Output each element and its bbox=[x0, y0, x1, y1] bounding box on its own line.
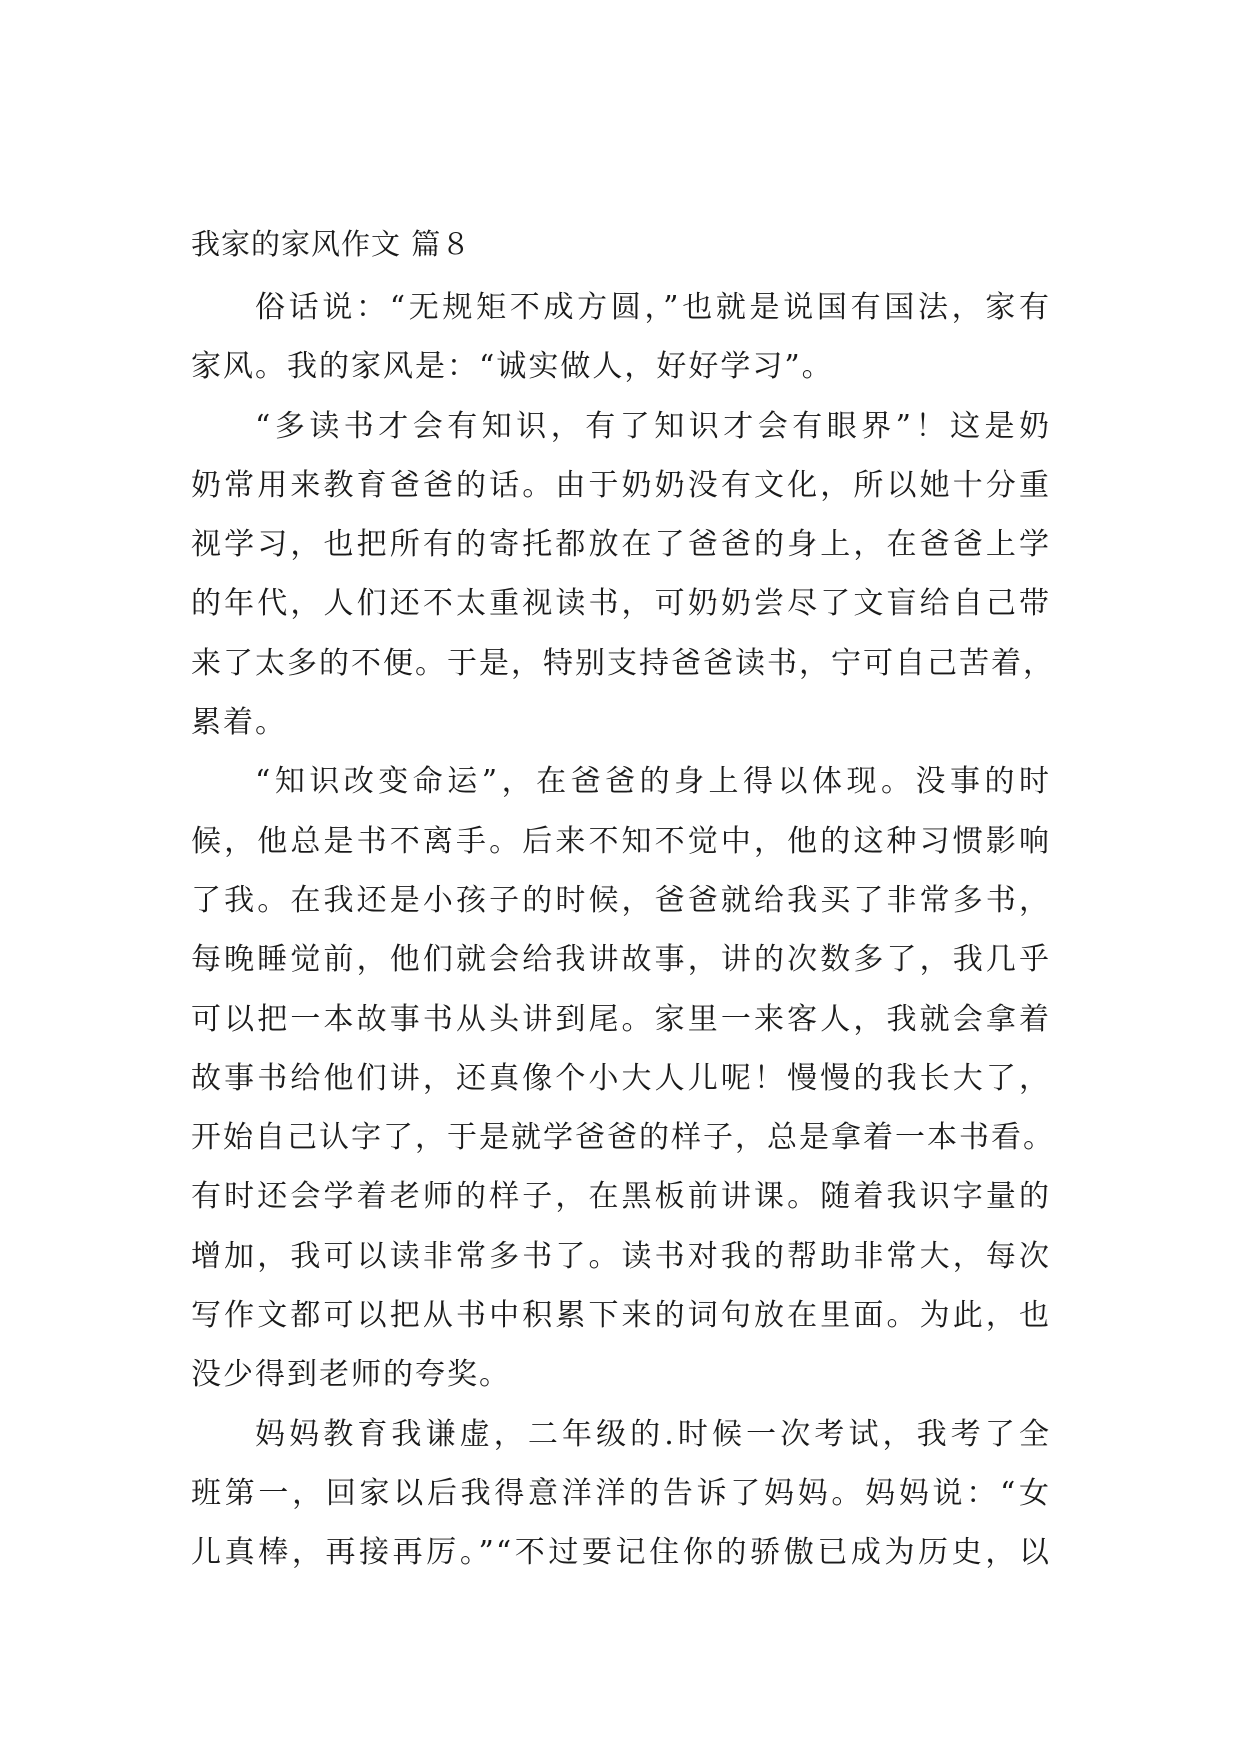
text-line: 写作文都可以把从书中积累下来的词句放在里面。为此，也 bbox=[191, 1298, 1051, 1334]
text-line: 没少得到老师的夸奖。 bbox=[191, 1357, 511, 1393]
text-line: 视学习，也把所有的寄托都放在了爸爸的身上，在爸爸上学 bbox=[191, 527, 1051, 563]
text-line: 的年代，人们还不太重视读书，可奶奶尝尽了文盲给自己带 bbox=[191, 586, 1051, 622]
text-line: 候，他总是书不离手。后来不知不觉中，他的这种习惯影响 bbox=[191, 823, 1051, 859]
text-line: 奶常用来教育爸爸的话。由于奶奶没有文化，所以她十分重 bbox=[191, 467, 1051, 503]
document-title: 我家的家风作文 篇８ bbox=[191, 227, 472, 261]
text-line: 班第一，回家以后我得意洋洋的告诉了妈妈。妈妈说：“女 bbox=[191, 1475, 1051, 1511]
text-line: 增加，我可以读非常多书了。读书对我的帮助非常大，每次 bbox=[191, 1238, 1051, 1274]
text-line: 有时还会学着老师的样子，在黑板前讲课。随着我识字量的 bbox=[191, 1179, 1051, 1215]
text-line: 俗话说：“无规矩不成方圆，”也就是说国有国法，家有 bbox=[255, 290, 1051, 325]
text-line: 来了太多的不便。于是，特别支持爸爸读书，宁可自己苦着， bbox=[191, 645, 1055, 681]
text-line: 故事书给他们讲，还真像个小大人儿呢！慢慢的我长大了， bbox=[191, 1060, 1051, 1096]
text-line: 累着。 bbox=[191, 705, 287, 741]
text-line: 家风。我的家风是：“诚实做人，好好学习”。 bbox=[191, 349, 834, 385]
text-line: 每晚睡觉前，他们就会给我讲故事，讲的次数多了，我几乎 bbox=[191, 942, 1051, 978]
text-line: “多读书才会有知识，有了知识才会有眼界”！这是奶 bbox=[255, 408, 1051, 444]
document-body bbox=[191, 278, 1055, 1583]
text-line: 妈妈教育我谦虚，二年级的.时候一次考试，我考了全 bbox=[255, 1416, 1051, 1452]
text-line: “知识改变命运”，在爸爸的身上得以体现。没事的时 bbox=[255, 764, 1051, 800]
text-line: 了我。在我还是小孩子的时候，爸爸就给我买了非常多书， bbox=[191, 882, 1051, 918]
text-line: 儿真棒，再接再厉。”“不过要记住你的骄傲已成为历史，以 bbox=[191, 1535, 1051, 1571]
text-line: 开始自己认字了，于是就学爸爸的样子，总是拿着一本书看。 bbox=[191, 1120, 1055, 1156]
text-line: 可以把一本故事书从头讲到尾。家里一来客人，我就会拿着 bbox=[191, 1001, 1051, 1037]
